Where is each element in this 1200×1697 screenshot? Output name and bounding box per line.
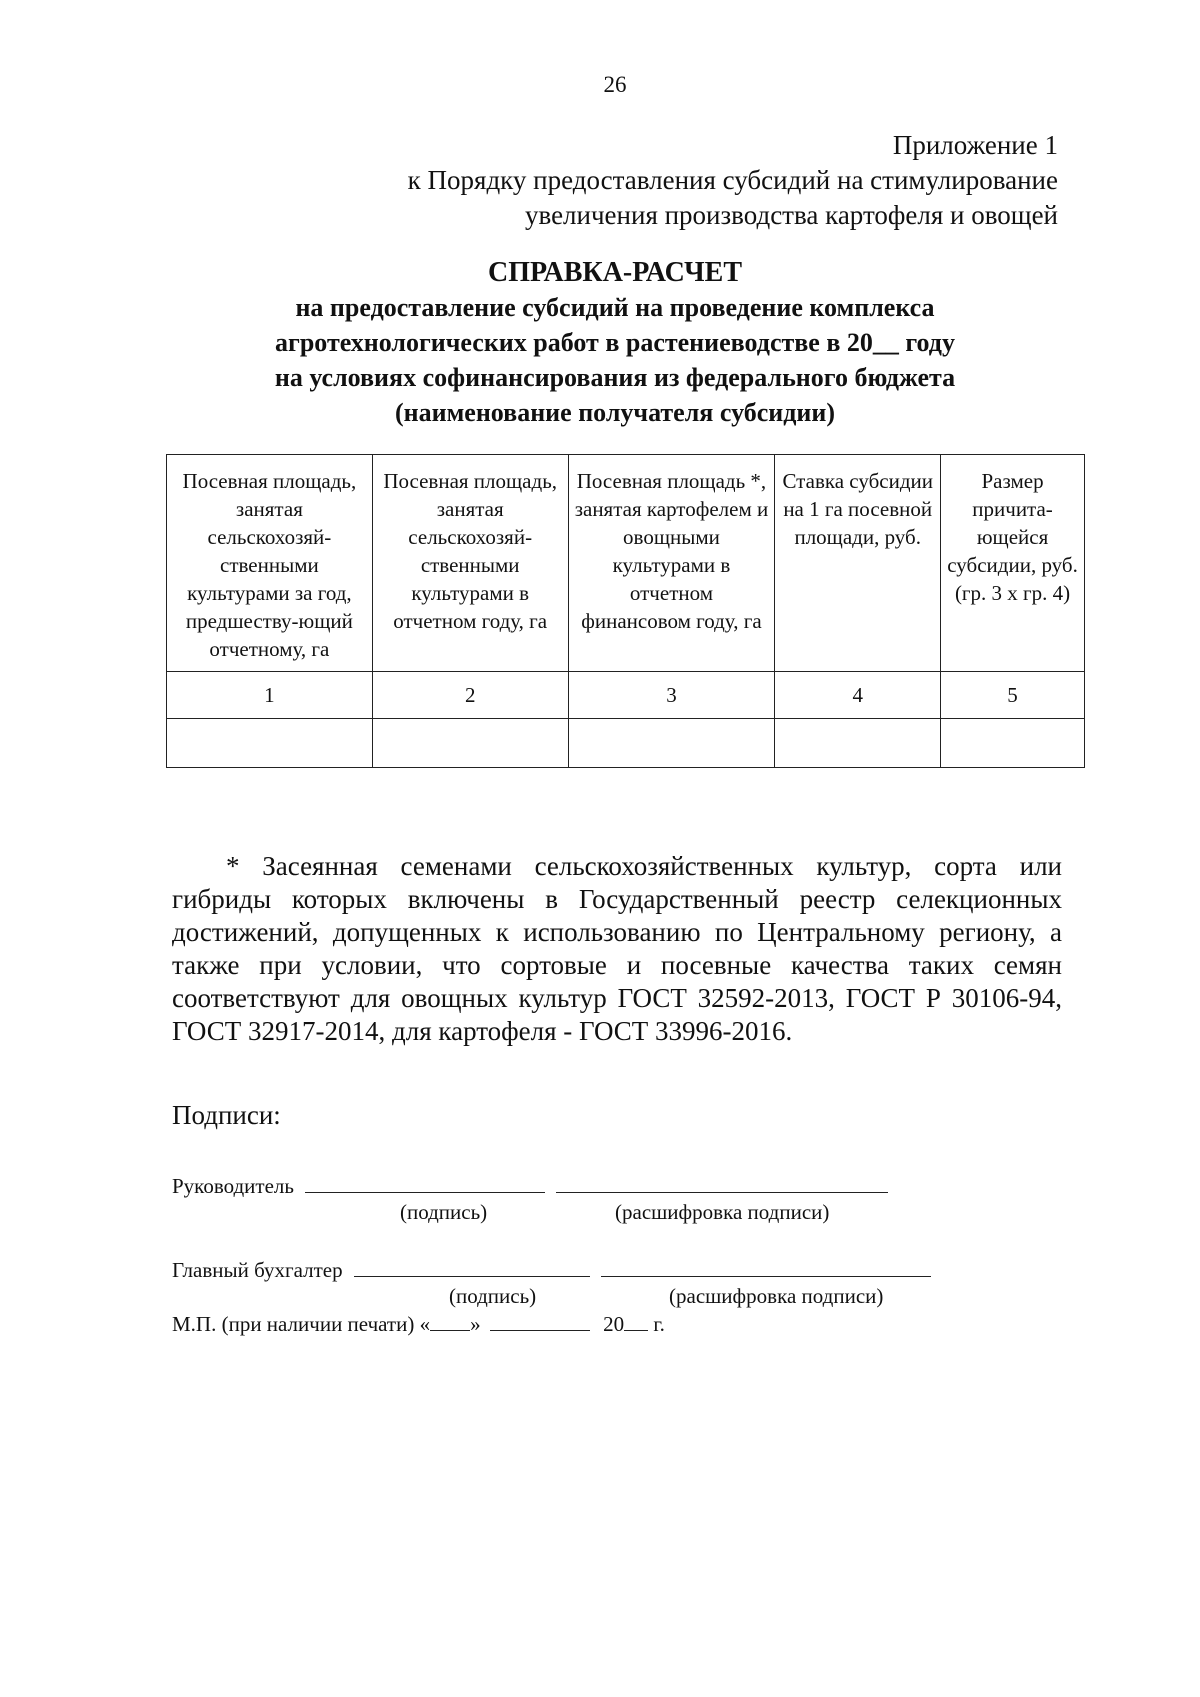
entry-cell-1[interactable] (167, 719, 373, 768)
table-header-row (167, 455, 1085, 672)
title-main: СПРАВКА-РАСЧЕТ (487, 257, 743, 288)
stamp-close-quote: » (470, 1312, 481, 1336)
year-suffix: г. (648, 1312, 665, 1336)
accountant-signature-line[interactable] (354, 1256, 590, 1277)
date-day-line[interactable] (430, 1310, 470, 1331)
footnote: * Засеянная семенами сельскохозяйственных культур, сорта или гибриды которых включены в Государственный реестр селекционных достижений, допущенных к использованию по Центральному региону, а также при условии, что сортовые и посевные качества таких семян соответствуют для овощных культур ГОСТ 32592-2013, ГОСТ Р 30106-94, ГОСТ 32917-2014, для картофеля - ГОСТ 33996-2016. (172, 851, 1062, 1046)
appendix-line-1: Приложение 1 (892, 130, 1058, 160)
entry-cell-2[interactable] (372, 719, 568, 768)
document-title (0, 256, 1200, 430)
accountant-decode-caption: (расшифровка подписи) (669, 1284, 884, 1308)
head-signature-caption: (подпись) (400, 1200, 488, 1224)
date-month-line[interactable] (490, 1310, 590, 1331)
column-number-5: 5 (941, 672, 1085, 719)
title-line-2: агротехнологических работ в растениеводстве в 20__ году (275, 328, 955, 357)
appendix-block (408, 128, 1058, 233)
entry-cell-4[interactable] (775, 719, 941, 768)
entry-cell-5[interactable] (941, 719, 1085, 768)
accountant-signature-caption: (подпись) (449, 1284, 537, 1308)
head-signature-row (172, 1172, 888, 1199)
column-number-4: 4 (775, 672, 941, 719)
year-prefix: 20 (603, 1312, 625, 1336)
header-cell-5: Размер причита-ющейся субсидии, руб. (гр. 3 x гр. 4) (941, 455, 1085, 672)
date-year-line[interactable] (624, 1310, 648, 1331)
title-line-3: на условиях софинансирования из федерального бюджета (274, 363, 956, 392)
column-number-row (167, 672, 1085, 719)
header-cell-4: Ставка субсидии на 1 га посевной площади, руб. (775, 455, 941, 672)
header-cell-2: Посевная площадь, занятая сельскохозяй-ственными культурами в отчетном году, га (372, 455, 568, 672)
stamp-date-row (172, 1310, 665, 1337)
accountant-signature-row (172, 1256, 931, 1283)
appendix-line-3: увеличения производства картофеля и овощей (524, 200, 1058, 230)
stamp-label: М.П. (при наличии печати) « (172, 1312, 431, 1336)
calculation-table (166, 454, 1085, 768)
page-number: 26 (603, 72, 627, 97)
header-cell-3: Посевная площадь *, занятая картофелем и овощными культурами в отчетном финансовом году, га (568, 455, 775, 672)
column-number-1: 1 (167, 672, 373, 719)
head-decode-caption: (расшифровка подписи) (615, 1200, 830, 1224)
header-cell-1: Посевная площадь, занятая сельскохозяй-ственными культурами за год, предшеству-ющий отчетному, га (167, 455, 373, 672)
head-decode-line[interactable] (556, 1172, 888, 1193)
title-line-4: (наименование получателя субсидии) (394, 398, 836, 427)
accountant-label: Главный бухгалтер (172, 1258, 343, 1282)
appendix-line-2: к Порядку предоставления субсидий на стимулирование (407, 165, 1058, 195)
accountant-decode-line[interactable] (601, 1256, 931, 1277)
head-label: Руководитель (172, 1174, 294, 1198)
signatures-heading: Подписи: (172, 1100, 281, 1130)
column-number-3: 3 (568, 672, 775, 719)
head-signature-line[interactable] (305, 1172, 545, 1193)
column-number-2: 2 (372, 672, 568, 719)
data-entry-row (167, 719, 1085, 768)
title-line-1: на предоставление субсидий на проведение комплекса (295, 293, 935, 322)
entry-cell-3[interactable] (568, 719, 775, 768)
